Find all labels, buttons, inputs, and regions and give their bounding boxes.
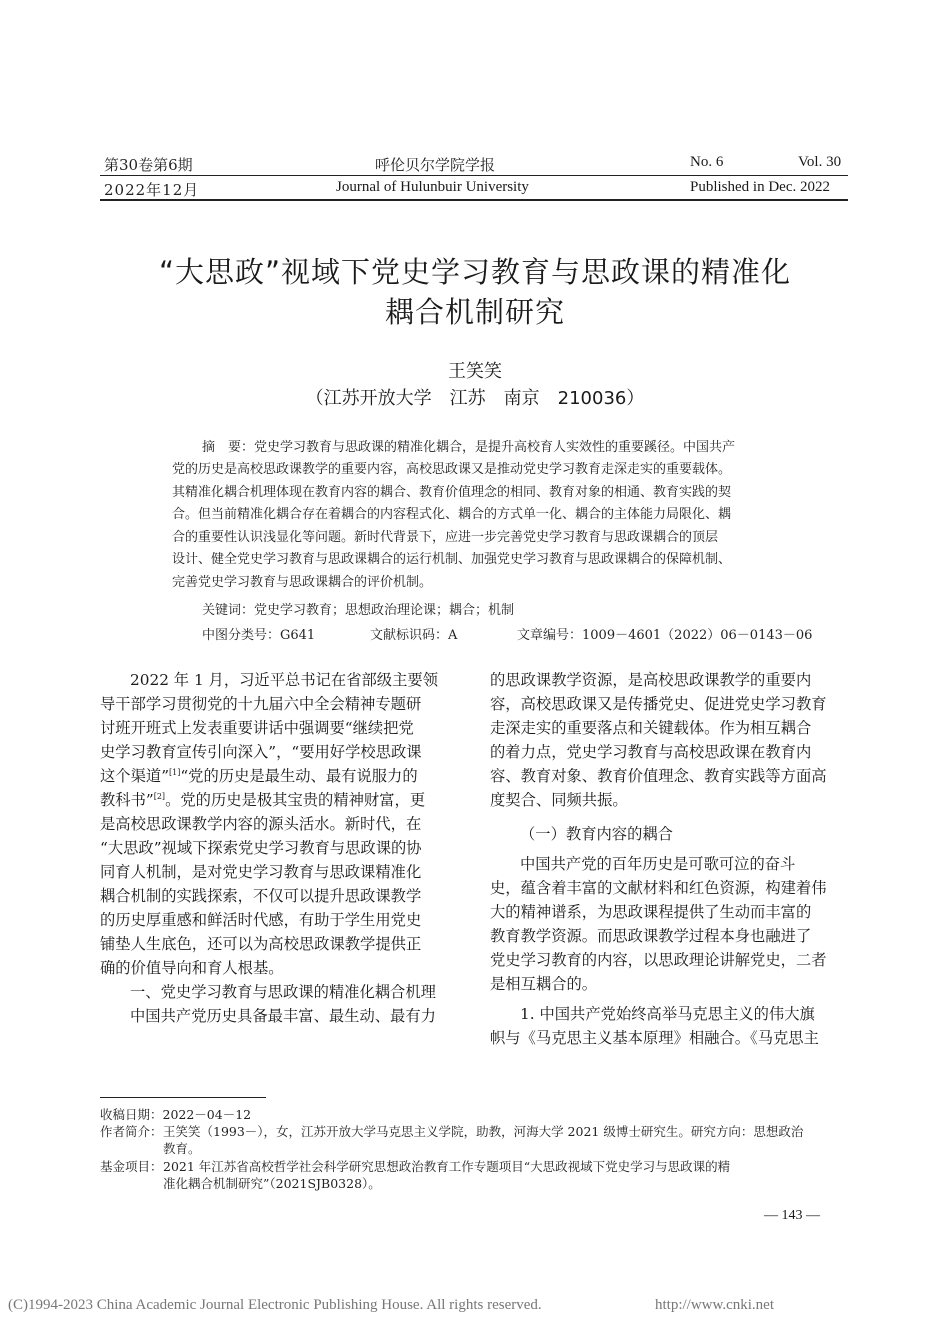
body-text: 同育人机制，是对党史学习教育与思政课精准化 xyxy=(100,863,422,881)
footnote-author-line2: 教育。 xyxy=(163,1141,201,1156)
header-published: Published in Dec. 2022 xyxy=(690,179,830,195)
body-text: 是高校思政课教学内容的源头活水。新时代，在 xyxy=(100,815,422,833)
body-line xyxy=(130,980,436,1002)
body-line: 容、教育对象、教育价值理念、教育实践等方面高 xyxy=(490,767,827,785)
body-line xyxy=(100,908,421,930)
abstract-line: 党的历史是高校思政课教学的重要内容，高校思政课又是推动党史学习教育走深走实的重要载体。 xyxy=(172,462,732,477)
body-line xyxy=(100,716,414,738)
body-text: 一、党史学习教育与思政课的精准化耦合机理 xyxy=(130,983,436,1001)
footnote-author-line1: 王笑笑（1993－），女，江苏开放大学马克思主义学院，助教，河海大学 2021 级博士研究生。研究方向：思想政治 xyxy=(163,1124,804,1139)
page-number: — 143 — xyxy=(764,1208,820,1223)
footnote-fund-label: 基金项目： xyxy=(100,1159,163,1174)
body-line: 的思政课教学资源，是高校思政课教学的重要内 xyxy=(490,671,812,689)
header-no: No. 6 xyxy=(690,154,724,170)
abstract-line: 合。但当前精准化耦合存在着耦合的内容程式化、耦合的方式单一化、耦合的主体能力局限化、耦 xyxy=(172,507,732,522)
body-text: 铺垫人生底色，还可以为高校思政课教学提供正 xyxy=(100,935,422,953)
abstract-line: 完善党史学习教育与思政课耦合的评价机制。 xyxy=(172,575,433,590)
body-line: 度契合、同频共振。 xyxy=(490,791,628,809)
cnki-url-watermark[interactable]: http://www.cnki.net xyxy=(655,1297,775,1313)
body-line: 中国共产党的百年历史是可歌可泣的奋斗 xyxy=(520,855,796,873)
citation-ref[interactable]: [2] xyxy=(153,792,166,801)
body-line: 史，蕴含着丰富的文献材料和红色资源，构建着伟 xyxy=(490,879,827,897)
paper-title-line2: 耦合机制研究 xyxy=(384,295,565,329)
body-line: 教育教学资源。而思政课教学过程本身也融进了 xyxy=(490,927,812,945)
header-date-cn: 2022年12月 xyxy=(104,181,200,199)
footnote-rule xyxy=(100,1097,266,1098)
body-line: 的着力点，党史学习教育与高校思政课在教育内 xyxy=(490,743,812,761)
body-text: 中国共产党历史具备最丰富、最生动、最有力 xyxy=(130,1007,436,1025)
body-line xyxy=(100,740,422,762)
footnote-author-label: 作者简介： xyxy=(100,1124,163,1139)
body-text: 这个渠道” xyxy=(100,767,170,785)
header-journal-cn: 呼伦贝尔学院学报 xyxy=(375,156,496,174)
document-code: 文献标识码：A xyxy=(370,628,458,643)
copyright-watermark: (C)1994-2023 China Academic Journal Electronic Publishing House. All rights reserved. xyxy=(8,1297,542,1313)
header-rule-bottom xyxy=(100,199,848,201)
abstract-line: 摘 要：党史学习教育与思政课的精准化耦合，是提升高校育人实效性的重要蹊径。中国共产 xyxy=(202,440,736,455)
body-text: 2022 年 1 月，习近平总书记在省部级主要领 xyxy=(130,671,439,689)
body-text: 史学习教育宣传引向深入”，“要用好学校思政课 xyxy=(100,743,422,761)
citation-ref[interactable]: [1] xyxy=(169,768,181,777)
keywords: 关键词：党史学习教育；思想政治理论课；耦合；机制 xyxy=(202,603,515,618)
body-text: 。党的历史是极其宝贵的精神财富，更 xyxy=(165,791,426,809)
footnote-fund-line1: 2021 年江苏省高校哲学社会科学研究思想政治教育工作专题项目“大思政视域下党史学习与思政课的精 xyxy=(163,1159,731,1174)
body-line: 走深走实的重要落点和关键载体。作为相互耦合 xyxy=(490,719,812,737)
body-line xyxy=(100,812,421,834)
body-line xyxy=(130,668,438,690)
abstract-line: 合的重要性认识浅显化等问题。新时代背景下，应进一步完善党史学习教育与思政课耦合的顶层 xyxy=(172,530,719,545)
body-text: 确的价值导向和育人根基。 xyxy=(100,959,284,977)
header-journal-en: Journal of Hulunbuir University xyxy=(336,179,529,195)
body-line xyxy=(100,788,425,810)
body-line xyxy=(100,836,422,858)
body-line: 1. 中国共产党始终高举马克思主义的伟大旗 xyxy=(520,1005,815,1023)
body-text: “大思政”视域下探索党史学习教育与思政课的协 xyxy=(100,839,422,857)
author-name: 王笑笑 xyxy=(448,361,502,382)
paper-title-line1: “大思政”视域下党史学习教育与思政课的精准化 xyxy=(158,255,792,289)
body-line xyxy=(100,860,421,882)
body-text: 讨班开班式上发表重要讲话中强调要“继续把党 xyxy=(100,719,414,737)
body-line: 是相互耦合的。 xyxy=(490,975,598,993)
body-text: 的历史厚重感和鲜活时代感，有助于学生用党史 xyxy=(100,911,422,929)
author-affiliation: （江苏开放大学 江苏 南京 210036） xyxy=(305,388,645,409)
body-line xyxy=(100,932,421,954)
header-volume-issue: 第30卷第6期 xyxy=(104,156,193,174)
header-rule-top xyxy=(100,175,848,176)
body-line xyxy=(100,764,418,786)
body-line: 容，高校思政课又是传播党史、促进党史学习教育 xyxy=(490,695,827,713)
footnote-received: 收稿日期：2022－04－12 xyxy=(100,1107,252,1122)
body-text: 教科书” xyxy=(100,791,154,809)
abstract-line: 设计、健全党史学习教育与思政课耦合的运行机制、加强党史学习教育与思政课耦合的保障机制、 xyxy=(172,552,732,567)
body-line: 大的精神谱系，为思政课程提供了生动而丰富的 xyxy=(490,903,812,921)
body-text: 耦合机制的实践探索，不仅可以提升思政课教学 xyxy=(100,887,422,905)
body-line: 帜与《马克思主义基本原理》相融合。《马克思主 xyxy=(490,1029,819,1047)
body-line xyxy=(130,1004,436,1026)
section-heading: （一）教育内容的耦合 xyxy=(520,825,673,843)
body-line: 党史学习教育的内容，以思政理论讲解党史，二者 xyxy=(490,951,827,969)
body-line xyxy=(100,956,284,978)
body-text: “党的历史是最生动、最有说服力的 xyxy=(180,767,418,785)
body-line xyxy=(100,884,421,906)
body-text: 导干部学习贯彻党的十九届六中全会精神专题研 xyxy=(100,695,422,713)
footnote-fund-line2: 准化耦合机制研究”（2021SJB0328）。 xyxy=(163,1176,381,1191)
body-line xyxy=(100,692,421,714)
abstract-line: 其精准化耦合机理体现在教育内容的耦合、教育价值理念的相同、教育对象的相通、教育实践的契 xyxy=(172,485,732,500)
header-vol: Vol. 30 xyxy=(798,154,842,170)
article-number: 文章编号：1009－4601（2022）06－0143－06 xyxy=(517,628,813,643)
clc-number: 中图分类号：G641 xyxy=(202,628,316,643)
